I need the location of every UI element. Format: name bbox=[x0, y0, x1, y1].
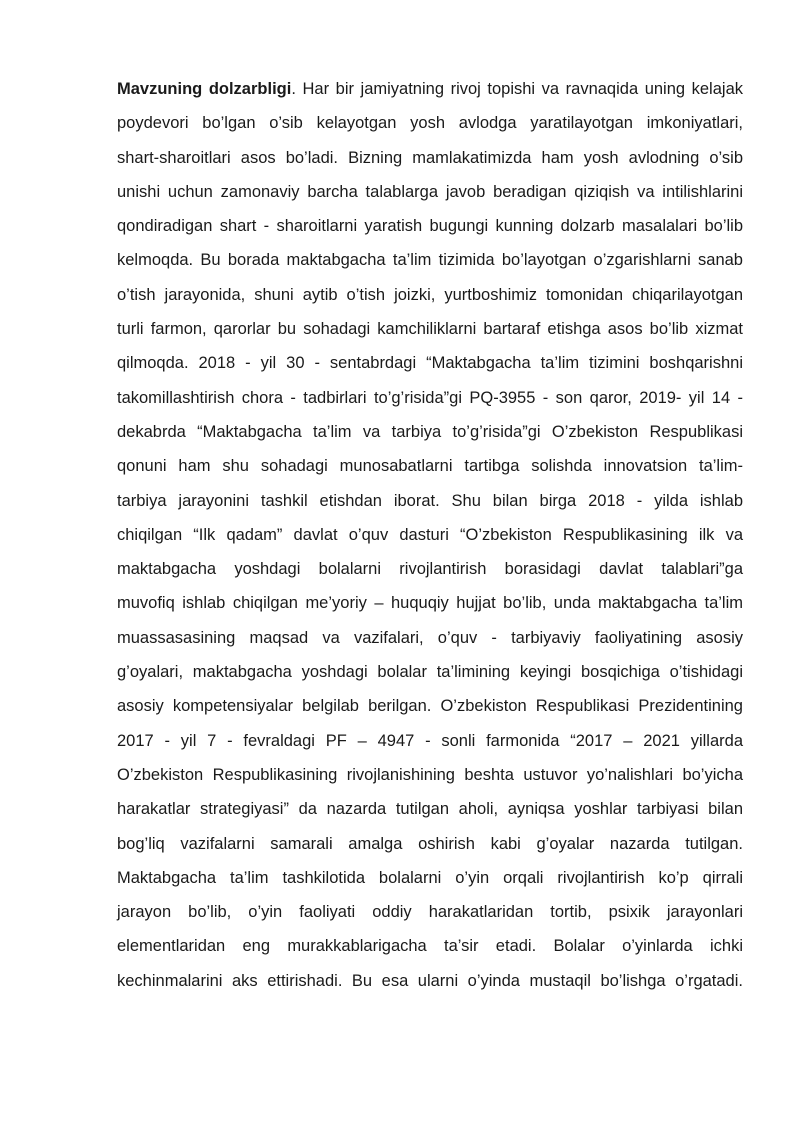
text-line: bog’liq vazifalarni samarali amalga oshirish kabi g’oyalar nazarda tutilgan. bbox=[117, 834, 743, 853]
text-line: qilmoqda. 2018 - yil 30 - sentabrdagi “Maktabgacha ta’lim tizimini boshqarishni bbox=[117, 354, 743, 373]
text-line: qondiradigan shart - sharoitlarni yaratish bugungi kunning dolzarb masalalari bo’lib bbox=[117, 217, 743, 236]
text-line: muassasasining maqsad va vazifalari, o’quv - tarbiyaviy faoliyatining asosiy bbox=[117, 628, 743, 647]
text-line: takomillashtirish chora - tadbirlari to’g’risida”gi PQ-3955 - son qaror, 2019- yil 14 - bbox=[117, 388, 743, 407]
text-line: maktabgacha yoshdagi bolalarni rivojlantirish borasidagi davlat talablari”ga bbox=[117, 560, 743, 579]
text-line: 2017 - yil 7 - fevraldagi PF – 4947 - sonli farmonida “2017 – 2021 yillarda bbox=[117, 731, 743, 750]
text-line-content: . Har bir jamiyatning rivoj topishi va ravnaqida uning kelajak bbox=[291, 80, 743, 98]
text-line: O’zbekiston Respublikasining rivojlanishining beshta ustuvor yo’nalishlari bo’yicha bbox=[117, 765, 743, 784]
text-line: unishi uchun zamonaviy barcha talablarga javob beradigan qiziqish va intilishlarini bbox=[117, 182, 743, 201]
text-line: chiqilgan “Ilk qadam” davlat o’quv dasturi “O’zbekiston Respublikasining ilk va bbox=[117, 525, 743, 544]
section-heading: Mavzuning dolzarbligi bbox=[117, 80, 292, 98]
text-line: elementlaridan eng murakkablarigacha ta’sir etadi. Bolalar o’yinlarda ichki bbox=[117, 937, 743, 956]
text-line: tarbiya jarayonini tashkil etishdan iborat. Shu bilan birga 2018 - yilda ishlab bbox=[117, 491, 743, 510]
document-body bbox=[117, 72, 743, 998]
text-line: asosiy kompetensiyalar belgilab berilgan. O’zbekiston Respublikasi Prezidentining bbox=[117, 697, 743, 716]
text-line bbox=[117, 72, 743, 106]
text-line: Maktabgacha ta’lim tashkilotida bolalarni o’yin orqali rivojlantirish ko’p qirrali bbox=[117, 868, 743, 887]
text-line: shart-sharoitlari asos bo’ladi. Bizning mamlakatimizda ham yosh avlodning o’sib bbox=[117, 148, 743, 167]
text-line: kechinmalarini aks ettirishadi. Bu esa ularni o’yinda mustaqil bo’lishga o’rgatadi. bbox=[117, 971, 743, 990]
text-line: jarayon bo’lib, o’yin faoliyati oddiy harakatlaridan tortib, psixik jarayonlari bbox=[117, 903, 743, 922]
text-line: muvofiq ishlab chiqilgan me’yoriy – huquqiy hujjat bo’lib, unda maktabgacha ta’lim bbox=[117, 594, 743, 613]
text-line: harakatlar strategiyasi” da nazarda tutilgan aholi, ayniqsa yoshlar tarbiyasi bilan bbox=[117, 800, 743, 819]
text-line: o’tish jarayonida, shuni aytib o’tish joizki, yurtboshimiz tomonidan chiqarilayotgan bbox=[117, 285, 743, 304]
text-line: kelmoqda. Bu borada maktabgacha ta’lim tizimida bo’layotgan o’zgarishlarni sanab bbox=[117, 251, 743, 270]
text-line: poydevori bo’lgan o’sib kelayotgan yosh avlodga yaratilayotgan imkoniyatlari, bbox=[117, 114, 743, 133]
text-line: qonuni ham shu sohadagi munosabatlarni tartibga solishda innovatsion ta’lim- bbox=[117, 457, 743, 476]
text-line: g’oyalari, maktabgacha yoshdagi bolalar ta’limining keyingi bosqichiga o’tishidagi bbox=[117, 663, 743, 682]
text-line: dekabrda “Maktabgacha ta’lim va tarbiya to’g’risida”gi O’zbekiston Respublikasi bbox=[117, 422, 743, 441]
text-line: turli farmon, qarorlar bu sohadagi kamchiliklarni bartaraf etishga asos bo’lib xizmat bbox=[117, 320, 743, 339]
